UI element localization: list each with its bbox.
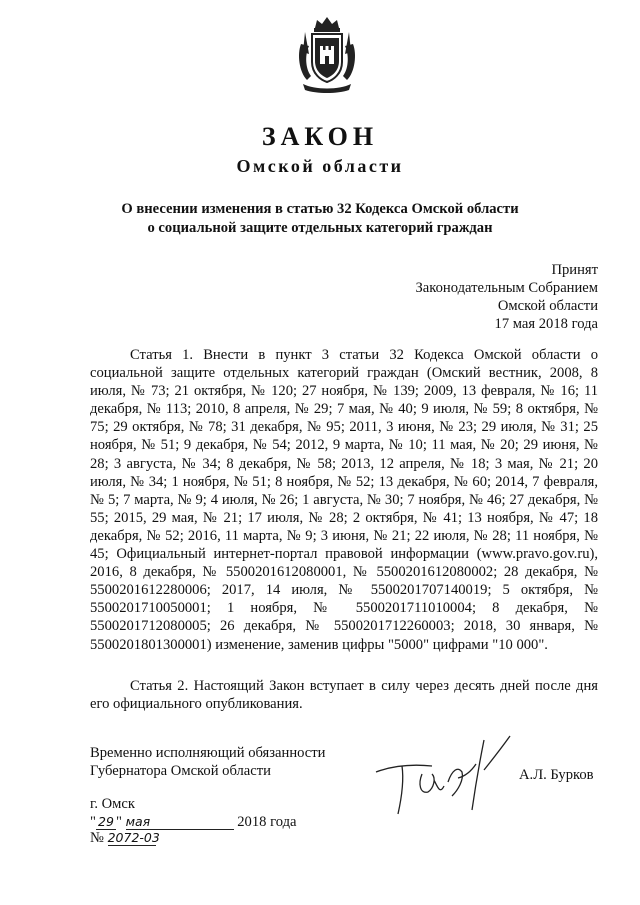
adoption-date: 17 мая 2018 года	[494, 316, 598, 332]
date-year: 2018 года	[237, 814, 297, 830]
article-2-text: Статья 2. Настоящий Закон вступает в силу через десять дней после дня его официального опубликования.	[90, 678, 598, 713]
law-number-value: 2072-03	[107, 830, 160, 845]
signatory-position-line: Губернатора Омской области	[90, 763, 271, 779]
signatory-position	[90, 744, 325, 780]
omsk-oblast-coat-of-arms-icon	[295, 14, 359, 96]
article-2	[90, 677, 598, 713]
date-month: мая	[126, 814, 234, 830]
law-subject-line: О внесении изменения в статью 32 Кодекса Омской области	[121, 201, 519, 217]
article-1	[90, 346, 598, 654]
document-title: ЗАКОН	[261, 122, 379, 151]
article-1-text: Статья 1. Внести в пункт 3 статьи 32 Кодекса Омской области о социальной защите отдельных категорий граждан (Омский вестник, 2008, 8 июля, № 73; 21 октября, № 120; 27 ноября, № 139; 2009, 13 февраля, № 16; 11 декабря, № 113; 2010, 8 апреля, № 29; 7 мая, № 40; 9 июля, № 59; 8 октября, № 75; 29 октября, № 78; 31 декабря, № 95; 2011, 3 июня, № 23; 29 июля, № 31; 25 ноября, № 51; 9 декабря, № 54; 2012, 9 марта, № 10; 11 мая, № 20; 29 июня, № 28; 3 августа, № 34; 8 декабря, № 58; 2013, 12 апреля, № 18; 3 мая, № 21; 20 июля, № 34; 1 ноября, № 51; 8 ноября, № 52; 13 декабря, № 60; 2014, 7 февраля, № 5; 7 марта, № 9; 4 июля, № 26; 1 августа, № 30; 7 ноября, № 46; 27 декабря, № 55; 2015, 29 мая, № 21; 17 июля, № 28; 2 октября, № 41; 13 ноября, № 47; 18 декабря, № 52; 2016, 11 марта, № 9; 3 июня, № 21; 22 июля, № 28; 11 ноября, № 45; Официальный интернет-портал правовой информации (www.pravo.gov.ru), 2016, 8 декабря, № 5500201612080001, № 5500201612080002; 28 декабря, № 5500201612280006; 2017, 14 июля, № 5500201707140019; 5 октября, № 5500201710050001; 1 ноября, № 5500201711010004; 8 декабря, № 5500201712080005; 26 декабря, № 5500201712260003; 2018, 30 января, № 5500201801300001) изменение, заменив цифры "5000" цифрами "10 000".	[90, 347, 598, 653]
date-day: 29	[96, 814, 116, 830]
signatory-name: А.Л. Бурков	[519, 767, 594, 783]
adoption-line: Законодательным Собранием	[415, 280, 598, 296]
place-of-signing: г. Омск	[90, 796, 135, 812]
handwritten-signature	[372, 730, 520, 820]
number-sign: №	[90, 830, 104, 846]
document-subtitle: Омской области	[236, 156, 404, 176]
adoption-line: Омской области	[497, 298, 598, 314]
signatory-position-line: Временно исполняющий обязанности	[90, 745, 326, 761]
signing-date: " 29 " мая 2018 года	[90, 814, 297, 830]
law-subject	[110, 200, 530, 238]
adoption-line: Принят	[551, 262, 598, 278]
adoption-block	[416, 261, 599, 333]
law-number	[90, 830, 160, 847]
law-subject-line: о социальной защите отдельных категорий граждан	[147, 220, 493, 236]
